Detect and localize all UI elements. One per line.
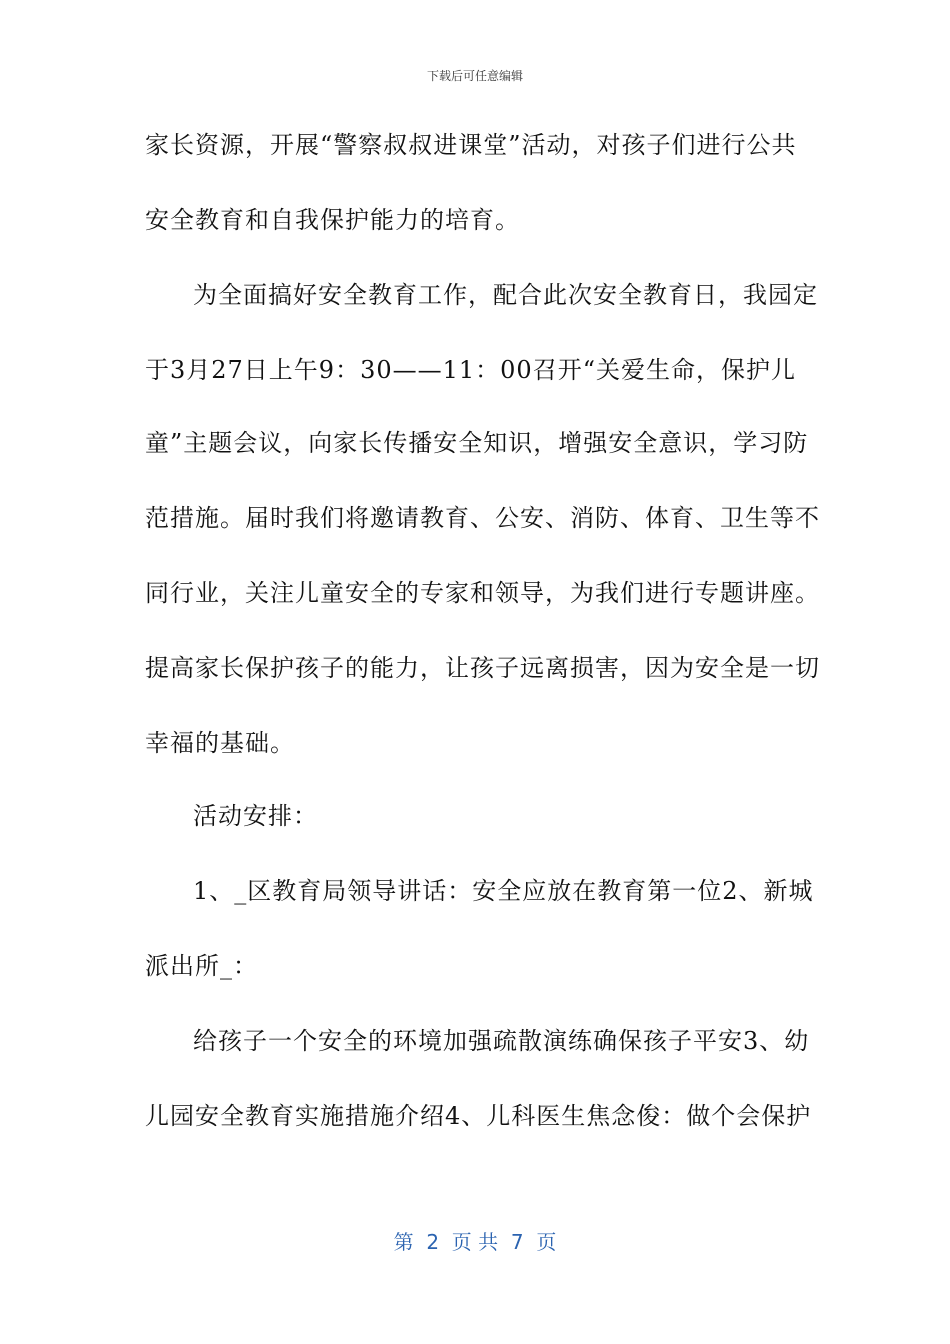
body-line-4: 于3月27日上午9：30——11：00召开“关爱生命，保护儿: [145, 356, 796, 384]
body-line-5: 童”主题会议，向家长传播安全知识，增强安全意识，学习防: [145, 429, 809, 457]
body-line-13: 给孩子一个安全的环境加强疏散演练确保孩子平安3、幼: [193, 1027, 810, 1055]
body-line-6: 范措施。届时我们将邀请教育、公安、消防、体育、卫生等不: [145, 504, 820, 532]
body-line-12: 派出所_：: [145, 952, 258, 980]
body-line-14: 儿园安全教育实施措施介绍4、儿科医生焦念俊：做个会保护: [145, 1102, 812, 1130]
body-line-1: 家长资源，开展“警察叔叔进课堂”活动，对孩子们进行公共: [145, 131, 797, 159]
body-line-11: 1、_区教育局领导讲话：安全应放在教育第一位2、新城: [193, 877, 814, 905]
body-line-9: 幸福的基础。: [145, 729, 295, 757]
body-line-3: 为全面搞好安全教育工作，配合此次安全教育日，我园定: [193, 281, 818, 309]
body-line-8: 提高家长保护孩子的能力，让孩子远离损害，因为安全是一切: [145, 654, 820, 682]
page-number-footer: 第 2 页 共 7 页: [393, 1230, 557, 1254]
body-line-7: 同行业，关注儿童安全的专家和领导，为我们进行专题讲座。: [145, 579, 820, 607]
body-line-10: 活动安排：: [193, 802, 318, 830]
body-line-2: 安全教育和自我保护能力的培育。: [145, 206, 520, 234]
header-note: 下载后可任意编辑: [426, 69, 523, 83]
